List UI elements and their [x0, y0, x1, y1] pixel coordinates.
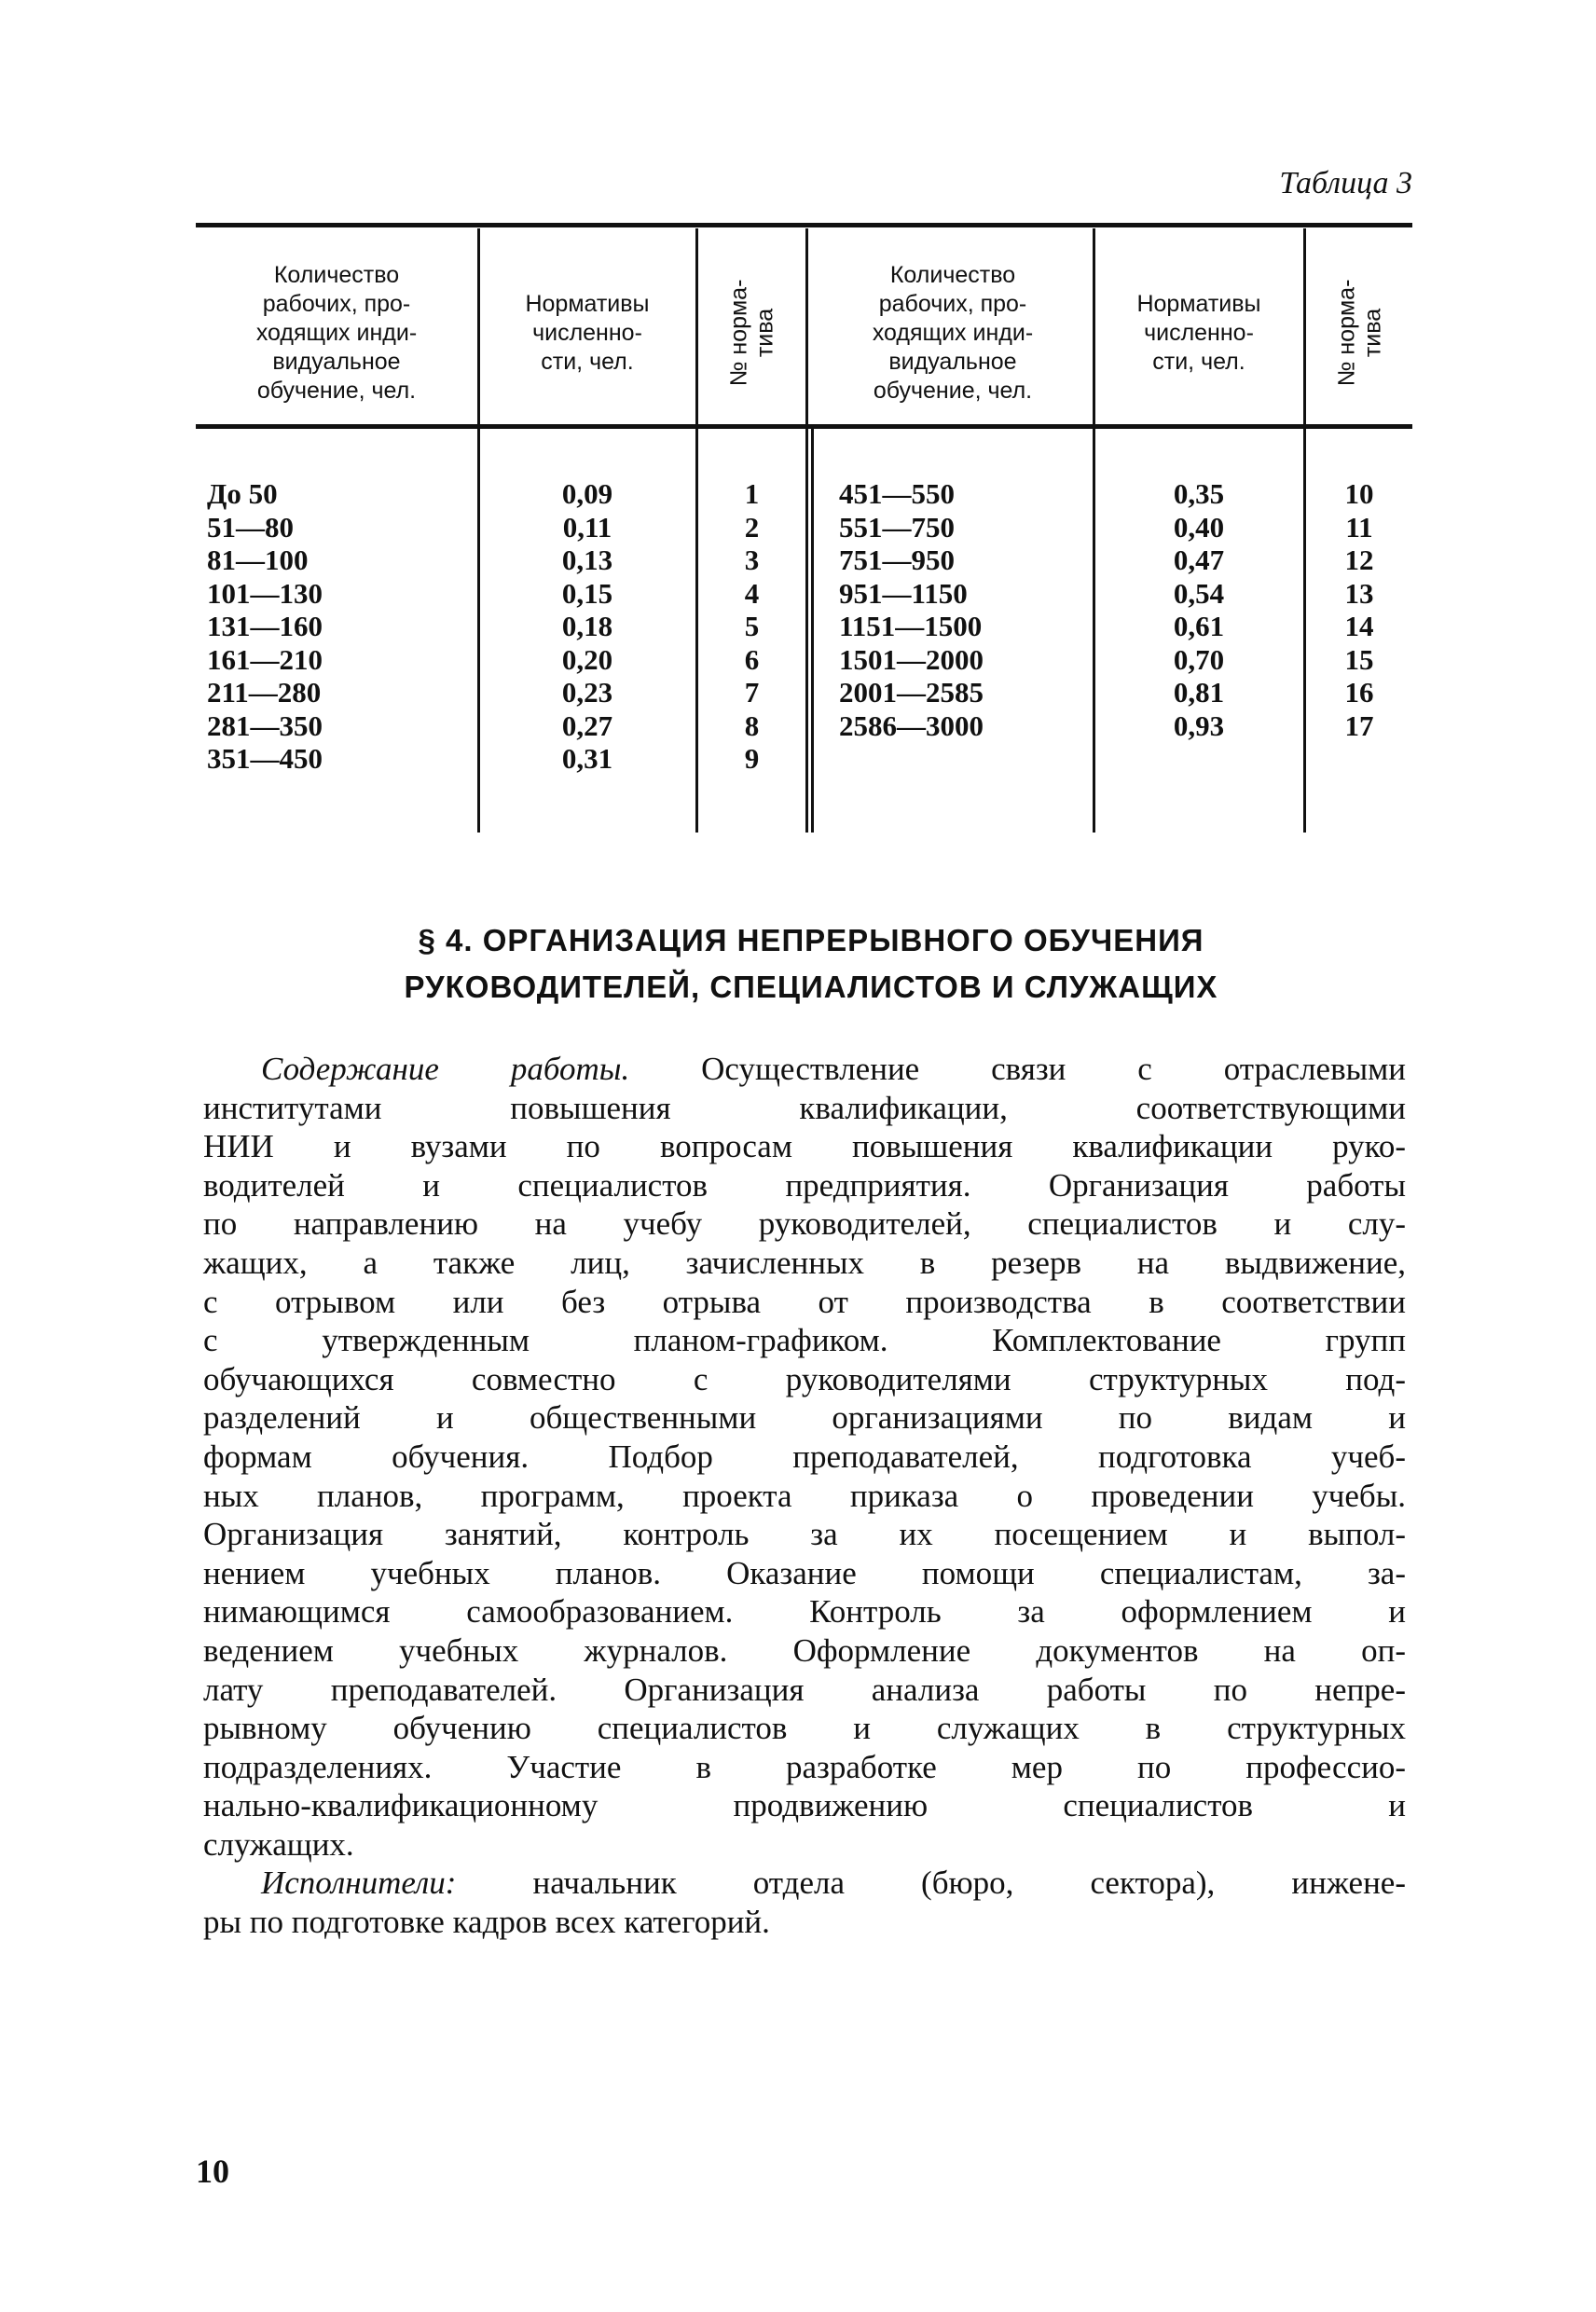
cell-norm-number: 2	[744, 510, 760, 544]
column-num-left	[698, 477, 805, 776]
cell-norm-number: 4	[744, 576, 760, 610]
body-line	[203, 1050, 1406, 1089]
body-line-text: водителей и специалистов предприятия. Организация работы	[203, 1166, 1406, 1204]
body-line	[203, 1127, 1406, 1166]
body-line-text: лату преподавателей. Организация анализа работы по непре-	[203, 1671, 1406, 1708]
body-line	[203, 1903, 1406, 1942]
cell-norm-value: 0,93	[1173, 709, 1225, 742]
body-line-text: нально-квалификационному продвижению специалистов и	[203, 1787, 1406, 1824]
section-body	[203, 1050, 1406, 1942]
cell-count-range: 211—280	[207, 676, 322, 709]
body-line-text: ры по подготовке кадров всех категорий.	[203, 1904, 770, 1941]
body-line	[203, 1204, 1406, 1244]
cell-count-range: 101—130	[207, 576, 323, 610]
header-line: сти, чел.	[1152, 348, 1245, 375]
column-norm-left	[480, 477, 695, 776]
cell-norm-number: 10	[1344, 477, 1374, 510]
cell-count-range: 81—100	[207, 544, 309, 576]
cell-count-range: 751—950	[839, 544, 955, 576]
cell-norm-number: 6	[744, 642, 760, 676]
body-line	[203, 1244, 1406, 1283]
cell-norm-number: 8	[744, 709, 760, 742]
header-num-left	[698, 244, 805, 421]
cell-norm-value: 0,61	[1173, 610, 1225, 642]
table-header-rule	[196, 424, 1412, 429]
body-line-text: рывному обучению специалистов и служащих в структурных	[203, 1710, 1406, 1747]
cell-norm-number: 16	[1344, 676, 1374, 709]
header-line: обучение, чел.	[873, 377, 1033, 404]
header-line: численно-	[1144, 319, 1254, 346]
cell-count-range: 2586—3000	[839, 709, 984, 742]
body-line	[203, 1515, 1406, 1554]
cell-count-range: 451—550	[839, 477, 955, 510]
body-line-text: нением учебных планов. Оказание помощи специалистам, за-	[203, 1554, 1406, 1591]
body-line-text: с отрывом или без отрыва от производства в соответствии	[203, 1283, 1406, 1320]
body-line-text: институтами повышения квалификации, соответствующими	[203, 1089, 1406, 1126]
cell-norm-value: 0,11	[562, 510, 612, 544]
body-line	[203, 1166, 1406, 1205]
cell-count-range: 1151—1500	[839, 610, 983, 642]
cell-count-range: 161—210	[207, 642, 323, 676]
body-line-text: с утвержденным планом-графиком. Комплектование групп	[203, 1322, 1406, 1359]
cell-norm-value: 0,47	[1173, 544, 1225, 576]
body-line-text: служащих.	[203, 1825, 354, 1863]
cell-norm-value: 0,31	[561, 742, 613, 775]
cell-norm-value: 0,27	[561, 709, 613, 742]
cell-norm-number: 1	[744, 477, 760, 510]
cell-norm-number: 11	[1345, 510, 1373, 544]
cell-norm-number: 9	[744, 742, 760, 775]
cell-count-range: 1501—2000	[839, 642, 984, 676]
cell-norm-value: 0,70	[1173, 642, 1225, 676]
body-line	[203, 1438, 1406, 1477]
body-line-text: подразделениях. Участие в разработке мер по профессио-	[203, 1748, 1406, 1785]
body-line-text: обучающихся совместно с руководителями структурных под-	[203, 1360, 1406, 1397]
section-heading-line-1: § 4. ОРГАНИЗАЦИЯ НЕПРЕРЫВНОГО ОБУЧЕНИЯ	[418, 923, 1204, 957]
body-line	[203, 1786, 1406, 1825]
cell-norm-number: 13	[1344, 576, 1374, 610]
cell-norm-value: 0,15	[561, 576, 613, 610]
cell-count-range: 2001—2585	[839, 676, 984, 709]
body-line	[203, 1283, 1406, 1322]
header-count-left	[198, 244, 475, 421]
header-line: ходящих инди-	[255, 319, 418, 346]
cell-count-range: 51—80	[207, 510, 294, 544]
body-line	[203, 1592, 1406, 1631]
cell-norm-value: 0,35	[1173, 477, 1225, 510]
body-line-text: формам обучения. Подбор преподавателей, подготовка учеб-	[203, 1438, 1406, 1475]
column-count-right	[839, 477, 984, 742]
section-heading-line-2: РУКОВОДИТЕЛЕЙ, СПЕЦИАЛИСТОВ И СЛУЖАЩИХ	[404, 970, 1218, 1004]
executors-label: Исполнители:	[261, 1865, 457, 1902]
cell-norm-number: 15	[1344, 642, 1374, 676]
cell-count-range: До 50	[207, 477, 278, 510]
header-line: Количество	[273, 261, 400, 288]
header-line: обучение, чел.	[256, 377, 417, 404]
body-line	[203, 1825, 1406, 1865]
header-line: Нормативы	[525, 290, 650, 317]
cell-norm-number: 17	[1344, 709, 1374, 742]
body-line	[203, 1321, 1406, 1360]
header-line: ходящих инди-	[872, 319, 1034, 346]
header-line: тива	[1359, 308, 1386, 358]
cell-norm-number: 14	[1344, 610, 1374, 642]
body-line-text: нимающимся самообразованием. Контроль за оформлением и	[203, 1593, 1406, 1631]
header-line: Нормативы	[1136, 290, 1261, 317]
header-line: № норма-	[725, 279, 752, 387]
header-line: видуальное	[888, 348, 1017, 375]
cell-count-range: 551—750	[839, 510, 955, 544]
column-norm-right	[1095, 477, 1302, 742]
body-line-text: Осуществление связи с отраслевыми	[629, 1051, 1407, 1087]
header-line: сти, чел.	[541, 348, 634, 375]
body-line	[203, 1671, 1406, 1710]
header-count-right	[814, 244, 1092, 421]
content-label: Содержание работы.	[261, 1051, 630, 1087]
table-top-rule	[196, 223, 1412, 227]
cell-norm-number: 7	[744, 676, 760, 709]
body-line	[203, 1631, 1406, 1671]
body-line-text: по направлению на учебу руководителей, специалистов и слу-	[203, 1205, 1406, 1243]
body-line-text: НИИ и вузами по вопросам повышения квалификации руко-	[203, 1128, 1406, 1165]
header-line: Количество	[889, 261, 1016, 288]
page-number: 10	[196, 2153, 229, 2190]
header-line: тива	[751, 308, 778, 358]
body-line	[203, 1709, 1406, 1748]
body-line-text: ных планов, программ, проекта приказа о проведении учебы.	[203, 1477, 1406, 1514]
body-line	[203, 1398, 1406, 1438]
header-line: рабочих, про-	[262, 290, 411, 317]
table-divider	[811, 429, 814, 833]
cell-norm-number: 12	[1344, 544, 1374, 576]
cell-norm-value: 0,18	[561, 610, 613, 642]
column-count-left	[207, 477, 323, 776]
header-line: № норма-	[1333, 279, 1360, 387]
cell-norm-value: 0,54	[1173, 576, 1225, 610]
column-num-right	[1306, 477, 1412, 742]
cell-norm-value: 0,09	[561, 477, 613, 510]
header-norm-right	[1095, 244, 1302, 421]
body-line	[203, 1748, 1406, 1787]
cell-count-range: 351—450	[207, 742, 323, 775]
cell-norm-value: 0,81	[1173, 676, 1225, 709]
body-line-text: ведением учебных журналов. Оформление документов на оп-	[203, 1631, 1406, 1669]
header-line: численно-	[532, 319, 642, 346]
body-line	[203, 1089, 1406, 1128]
cell-norm-value: 0,23	[561, 676, 613, 709]
body-line-text: разделений и общественными организациями по видам и	[203, 1399, 1406, 1437]
cell-norm-value: 0,13	[561, 544, 613, 576]
header-norm-left	[480, 244, 695, 421]
body-line	[203, 1864, 1406, 1903]
table-caption: Таблица 3	[1279, 166, 1412, 200]
body-line	[203, 1360, 1406, 1399]
body-line	[203, 1554, 1406, 1593]
cell-count-range: 281—350	[207, 709, 323, 742]
cell-count-range: 951—1150	[839, 576, 968, 610]
header-num-right	[1306, 244, 1412, 421]
body-line-text: начальник отдела (бюро, сектора), инжене-	[456, 1865, 1406, 1902]
cell-norm-value: 0,40	[1173, 510, 1225, 544]
body-line-text: жащих, а также лиц, зачисленных в резерв на выдвижение,	[203, 1244, 1406, 1281]
cell-count-range: 131—160	[207, 610, 323, 642]
header-line: рабочих, про-	[878, 290, 1027, 317]
cell-norm-number: 3	[744, 544, 760, 576]
cell-norm-number: 5	[744, 610, 760, 642]
body-line-text: Организация занятий, контроль за их посещением и выпол-	[203, 1516, 1406, 1553]
body-line	[203, 1477, 1406, 1516]
cell-norm-value: 0,20	[561, 642, 613, 676]
table-divider	[805, 228, 808, 833]
header-line: видуальное	[272, 348, 401, 375]
